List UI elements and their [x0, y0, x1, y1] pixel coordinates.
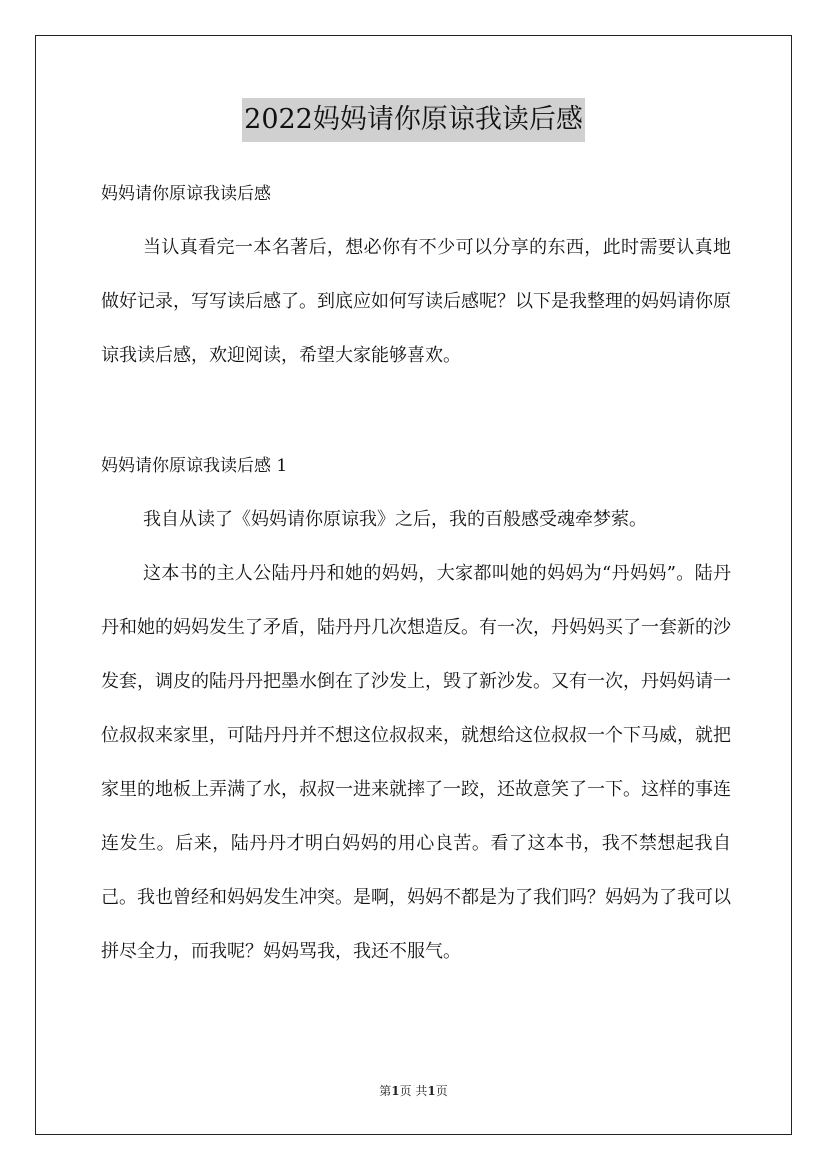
- page-footer: [0, 1082, 827, 1100]
- body-paragraph: 这本书的主人公陆丹丹和她的妈妈，大家都叫她的妈妈为“丹妈妈”。陆丹丹和她的妈妈发生了矛盾，陆丹丹几次想造反。有一次，丹妈妈买了一套新的沙发套，调皮的陆丹丹把墨水倒在了沙发上，毁了新沙发。又有一次，丹妈妈请一位叔叔来家里，可陆丹丹并不想这位叔叔来，就想给这位叔叔一个下马威，就把家里的地板上弄满了水，叔叔一进来就摔了一跤，还故意笑了一下。这样的事连连发生。后来，陆丹丹才明白妈妈的用心良苦。看了这本书，我不禁想起我自己。我也曾经和妈妈发生冲突。是啊，妈妈不都是为了我们吗？妈妈为了我可以拼尽全力，而我呢？妈妈骂我，我还不服气。: [101, 563, 731, 962]
- page-total: 1: [427, 1084, 436, 1098]
- document-title: 2022妈妈请你原谅我读后感: [242, 98, 585, 142]
- body-paragraph: 我自从读了《妈妈请你原谅我》之后，我的百般感受魂牵梦萦。: [143, 509, 647, 530]
- section-heading: 妈妈请你原谅我读后感 1: [101, 456, 288, 476]
- title-container: [0, 98, 827, 142]
- footer-middle: 页 共: [399, 1084, 428, 1098]
- footer-prefix: 第: [379, 1084, 392, 1098]
- footer-suffix: 页: [435, 1084, 448, 1098]
- document-subtitle: 妈妈请你原谅我读后感: [101, 184, 271, 204]
- page-current: 1: [391, 1084, 400, 1098]
- intro-paragraph: 当认真看完一本名著后，想必你有不少可以分享的东西，此时需要认真地做好记录，写写读后感了。到底应如何写读后感呢？以下是我整理的妈妈请你原谅我读后感，欢迎阅读，希望大家能够喜欢。: [101, 237, 731, 366]
